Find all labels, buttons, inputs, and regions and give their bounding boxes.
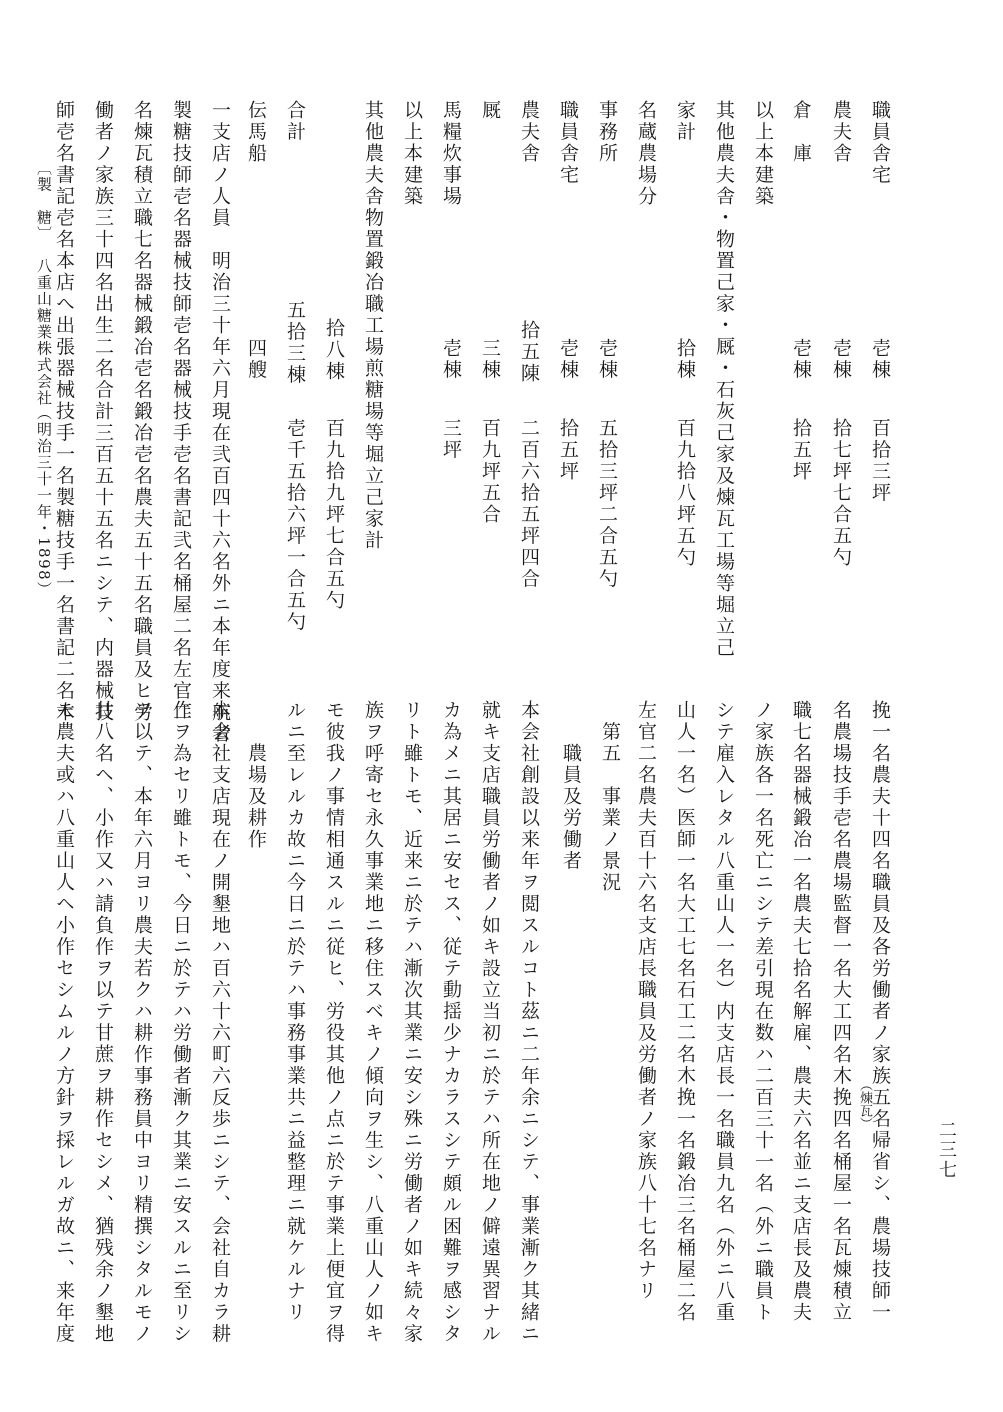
row-count: 壱棟 (869, 338, 891, 381)
subsection-heading: 職員及労働者 (560, 700, 582, 872)
row-count: 壱棟 (790, 338, 812, 381)
row-area: 五拾三坪二合五勺 (596, 418, 618, 590)
row-area: 百拾三坪 (869, 418, 891, 504)
row-label: 厩 (479, 100, 501, 122)
text-column: シテ雇入レタル八重山人一名）内支店長一名職員九名（外ニ八重 (713, 700, 735, 1324)
text-column: 山人一名）医師一名大工七名石工二名木挽一名鍛冶三名桶屋二名 (674, 700, 696, 1324)
row-label: 名蔵農場分 (635, 100, 657, 208)
text-column: 名煉瓦積立職七名器械鍛冶壱名鍛冶壱名農夫五十五名職員及ヒ労 (131, 100, 153, 724)
text-column: ノ家族各一名死亡ニシテ差引現在数ハ二百三十一名（外ニ職員ト (752, 700, 774, 1324)
text-column: 働者ノ家族三十四名出生二名合計三百五十五名ニシテ、内器械技 (92, 100, 114, 724)
text-column: リト雖トモ、近来ニ於テハ漸次其業ニ安シ殊ニ労働者ノ如キ続々家 (401, 700, 423, 1345)
text-column: ヲ以テ、本年六月ヨリ農夫若クハ耕作事務員中ヨリ精撰シタルモノ (131, 700, 153, 1345)
row-count: 五拾三棟 (284, 300, 306, 386)
ruby-annotation: （煉瓦） (857, 1078, 872, 1130)
row-area: 二百六拾五坪四合 (518, 418, 540, 590)
row-area: 拾五坪 (790, 418, 812, 483)
section-heading: 第五 事業ノ景況 (599, 700, 621, 894)
row-label: 馬糧炊事場 (440, 100, 462, 208)
row-count: 拾八棟 (323, 318, 345, 383)
text-column: 師壱名書記壱名本店へ出張器械技手一名製糖技手一名書記二名木 (53, 100, 75, 724)
row-label: 職員舎宅 (869, 100, 891, 186)
section-label: 〔製 糖〕 (35, 160, 53, 243)
row-label: 倉 庫 (790, 100, 812, 165)
row-area: 百九拾九坪七合五勺 (323, 418, 345, 612)
text-column: 本会社支店現在ノ開墾地ハ百六十六町六反歩ニシテ、会社自カラ耕 (209, 700, 231, 1345)
document-date: （明治三十一年・1898） (35, 405, 53, 598)
row-label: 農夫舎 (518, 100, 540, 165)
row-count: 拾五陳 (518, 320, 540, 385)
page-number: 二三七 (936, 1120, 957, 1180)
row-label: 伝馬船 (245, 100, 267, 165)
row-area: 百九拾八坪五勺 (674, 418, 696, 569)
row-area: 拾七坪七合五勺 (830, 418, 852, 569)
row-count: 壱棟 (596, 338, 618, 381)
text-column: 名農場技手壱名農場監督一名大工四名木挽四名桶屋一名瓦煉積立 (830, 700, 852, 1324)
text-column: 本会社創設以来年ヲ閲スルコト茲ニ二年余ニシテ、事業漸ク其緒ニ (518, 700, 540, 1345)
text-column: 職七名器械鍛冶一名農夫七拾名解雇、農夫六名並ニ支店長及農夫 (790, 700, 812, 1324)
row-label: 家計 (674, 100, 696, 143)
row-label: 以上本建築 (752, 100, 774, 208)
row-count: 四艘 (245, 338, 267, 381)
text-column: モ彼我ノ事情相通スルニ従ヒ、労役其他ノ点ニ於テ事業上便宜ヲ得 (323, 700, 345, 1345)
row-label: 合計 (284, 100, 306, 143)
row-count: 壱棟 (830, 338, 852, 381)
row-area: 三坪 (440, 418, 462, 461)
subsection-heading: 農場及耕作 (245, 700, 267, 851)
row-label: 以上本建築 (401, 100, 423, 208)
text-column: モ農夫或ハ八重山人ヘ小作セシムルノ方針ヲ採レルガ故ニ、来年度 (53, 700, 75, 1345)
text-column: 廿八名ヘ、小作又ハ請負作ヲ以テ甘蔗ヲ耕作セシメ、猶残余ノ墾地 (92, 700, 114, 1345)
row-area: 壱千五拾六坪一合五勺 (284, 418, 306, 633)
row-count: 拾棟 (674, 338, 696, 381)
row-count: 三棟 (479, 338, 501, 381)
company-name: 八重山糖業株式会社 (35, 258, 53, 407)
text-column: 一支店ノ人員 明治三十年六月現在弐百四十六名外ニ本年度来航者 (209, 100, 231, 745)
text-column: 挽一名農夫十四名職員及各労働者ノ家族五名帰省シ、農場技師一 (869, 700, 891, 1324)
text-column: カ為メニ其居ニ安セス、従テ動揺少ナカラスシテ頗ル困難ヲ感シタ (440, 700, 462, 1345)
row-label: 事務所 (596, 100, 618, 165)
text-column: 左官二名農夫百十六名支店長職員及労働者ノ家族八十七名ナリ (635, 700, 657, 1302)
text-column: ルニ至レルカ故ニ今日ニ於テハ事務事業共ニ益整理ニ就ケルナリ (284, 700, 306, 1324)
row-area: 拾五坪 (557, 418, 579, 483)
row-count: 壱棟 (440, 338, 462, 381)
text-column: 製糖技師壱名器械技師壱名器械技手壱名書記弐名桶屋二名左官二 (170, 100, 192, 724)
row-label: 其他農夫舎物置鍛冶職工場煎糖場等堀立己家計 (362, 100, 384, 552)
row-count: 壱棟 (557, 338, 579, 381)
text-column: 就キ支店職員労働者ノ如キ設立当初ニ於テハ所在地ノ僻遠異習ナル (479, 700, 501, 1345)
row-label: 農夫舎 (830, 100, 852, 165)
text-column: 作ヲ為セリ雖トモ、今日ニ於テハ労働者漸ク其業ニ安スルニ至リシ (170, 700, 192, 1345)
row-label: 職員舎宅 (557, 100, 579, 186)
row-area: 百九坪五合 (479, 418, 501, 526)
text-column: 族ヲ呼寄セ永久事業地ニ移住スベキノ傾向ヲ生シ、八重山人ノ如キ (362, 700, 384, 1345)
row-label: 其他農夫舎・物置己家・厩・石灰己家及煉瓦工場等堀立己 (713, 100, 735, 659)
